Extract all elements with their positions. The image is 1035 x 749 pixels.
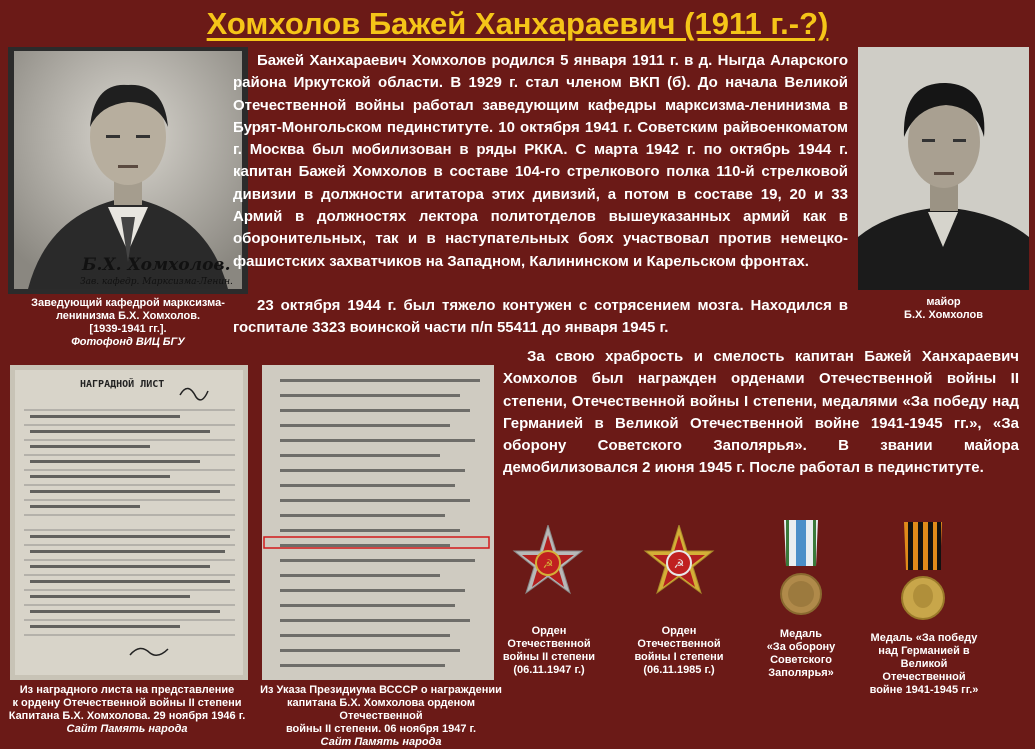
portrait-photo-left (8, 47, 248, 294)
award-sheet-caption: Из наградного листа на представление к ордену Отечественной войны II степени Капитана Б.Х. Хомхолова. 29 ноября 1946 г. Сайт Память народа (2, 684, 252, 736)
portrait-caption-left: Заведующий кафедрой марксизма- ленинизма Б.Х. Хомхолов. [1939-1941 гг.]. Фотофонд ВИЦ БГУ (8, 297, 248, 349)
medal-caption-1: Орден Отечественной войны II степени (06.11.1947 г.) (502, 625, 596, 676)
order-patriotic-war-2-icon (512, 525, 584, 615)
photo-source: Фотофонд ВИЦ БГУ (71, 336, 185, 348)
signature-text: Б.Х. Хомхолов. (82, 255, 231, 275)
svg-text:☭: ☭ (542, 557, 554, 571)
bio-paragraph-3: За свою храбрость и смелость капитан Бажей Ханхараевич Хомхолов был награжден орденами Отечественной войны II степени, Отечественной войны I степени, медалями «За победу над Германией в Великой Отечественной войне 1941-1945 гг.», «За оборону Советского Заполярья». В звании майора демобилизовался 2 июня 1945 г. После работал в пединституте. (503, 348, 1019, 477)
svg-text:☭: ☭ (673, 557, 685, 571)
decree-caption: Из Указа Президиума ВСССР о награждении капитана Б.Х. Хомхолова орденом Отечественной войны II степени. 06 ноября 1947 г. Сайт Память народа (250, 684, 512, 749)
award-sheet-document (10, 365, 248, 680)
bio-paragraph-2: 23 октября 1944 г. был тяжело контужен с сотрясением мозга. Находился в госпитале 3323 воинской части п/п 55411 до января 1945 г. (233, 297, 848, 337)
award-sheet-heading: НАГРАДНОЙ ЛИСТ (80, 379, 165, 390)
portrait-caption-right: майор Б.Х. Хомхолов (904, 296, 983, 321)
signature-subtext: Зав. кафедр. Марксизма-Ленин. (80, 277, 233, 287)
medal-caption-3: Медаль «За оборону Советского Заполярья» (766, 628, 836, 679)
bio-paragraph-1: Бажей Ханхараевич Хомхолов родился 5 января 1911 г. в д. Ныгда Аларского района Иркутской области. В 1929 г. стал членом ВКП (б). До начала Великой Отечественной войны работал заведующим кафедры марксизма-ленинизма в Бурят-Монгольском пединституте. 10 октября 1941 г. Советским райвоенкоматом г. Москва был мобилизован в ряды РККА. С марта 1942 г. по октябрь 1944 г. капитан Бажей Хомхолов в составе 104-го стрелкового полка 110-й стрелковой дивизии в должности агитатора этих дивизий, а потом в составе 19, 20 и 33 Армий в должностях лектора политотделов вышеуказанных армий как в оборонительных, так и в наступательных боях участвовал против немецко-фашистских захватчиков на Западном, Калининском и Карельском фронтах. (233, 52, 848, 270)
page-title: Хомхолов Бажей Ханхараевич (1911 г.-?) (206, 6, 829, 41)
portrait-photo-right (858, 47, 1029, 290)
medal-soviet-arctic-icon (778, 520, 824, 622)
decree-document (262, 365, 494, 680)
medal-caption-4: Медаль «За победу над Германией в Великой Отечественной войне 1941-1945 гг.» (869, 632, 979, 696)
award-sheet-source: Сайт Память народа (66, 723, 188, 735)
decree-source: Сайт Память народа (320, 736, 442, 748)
medal-victory-over-germany-icon (898, 522, 948, 626)
order-patriotic-war-1-icon (643, 525, 715, 615)
medal-caption-2: Орден Отечественной войны I степени (06.11.1985 г.) (634, 625, 724, 676)
